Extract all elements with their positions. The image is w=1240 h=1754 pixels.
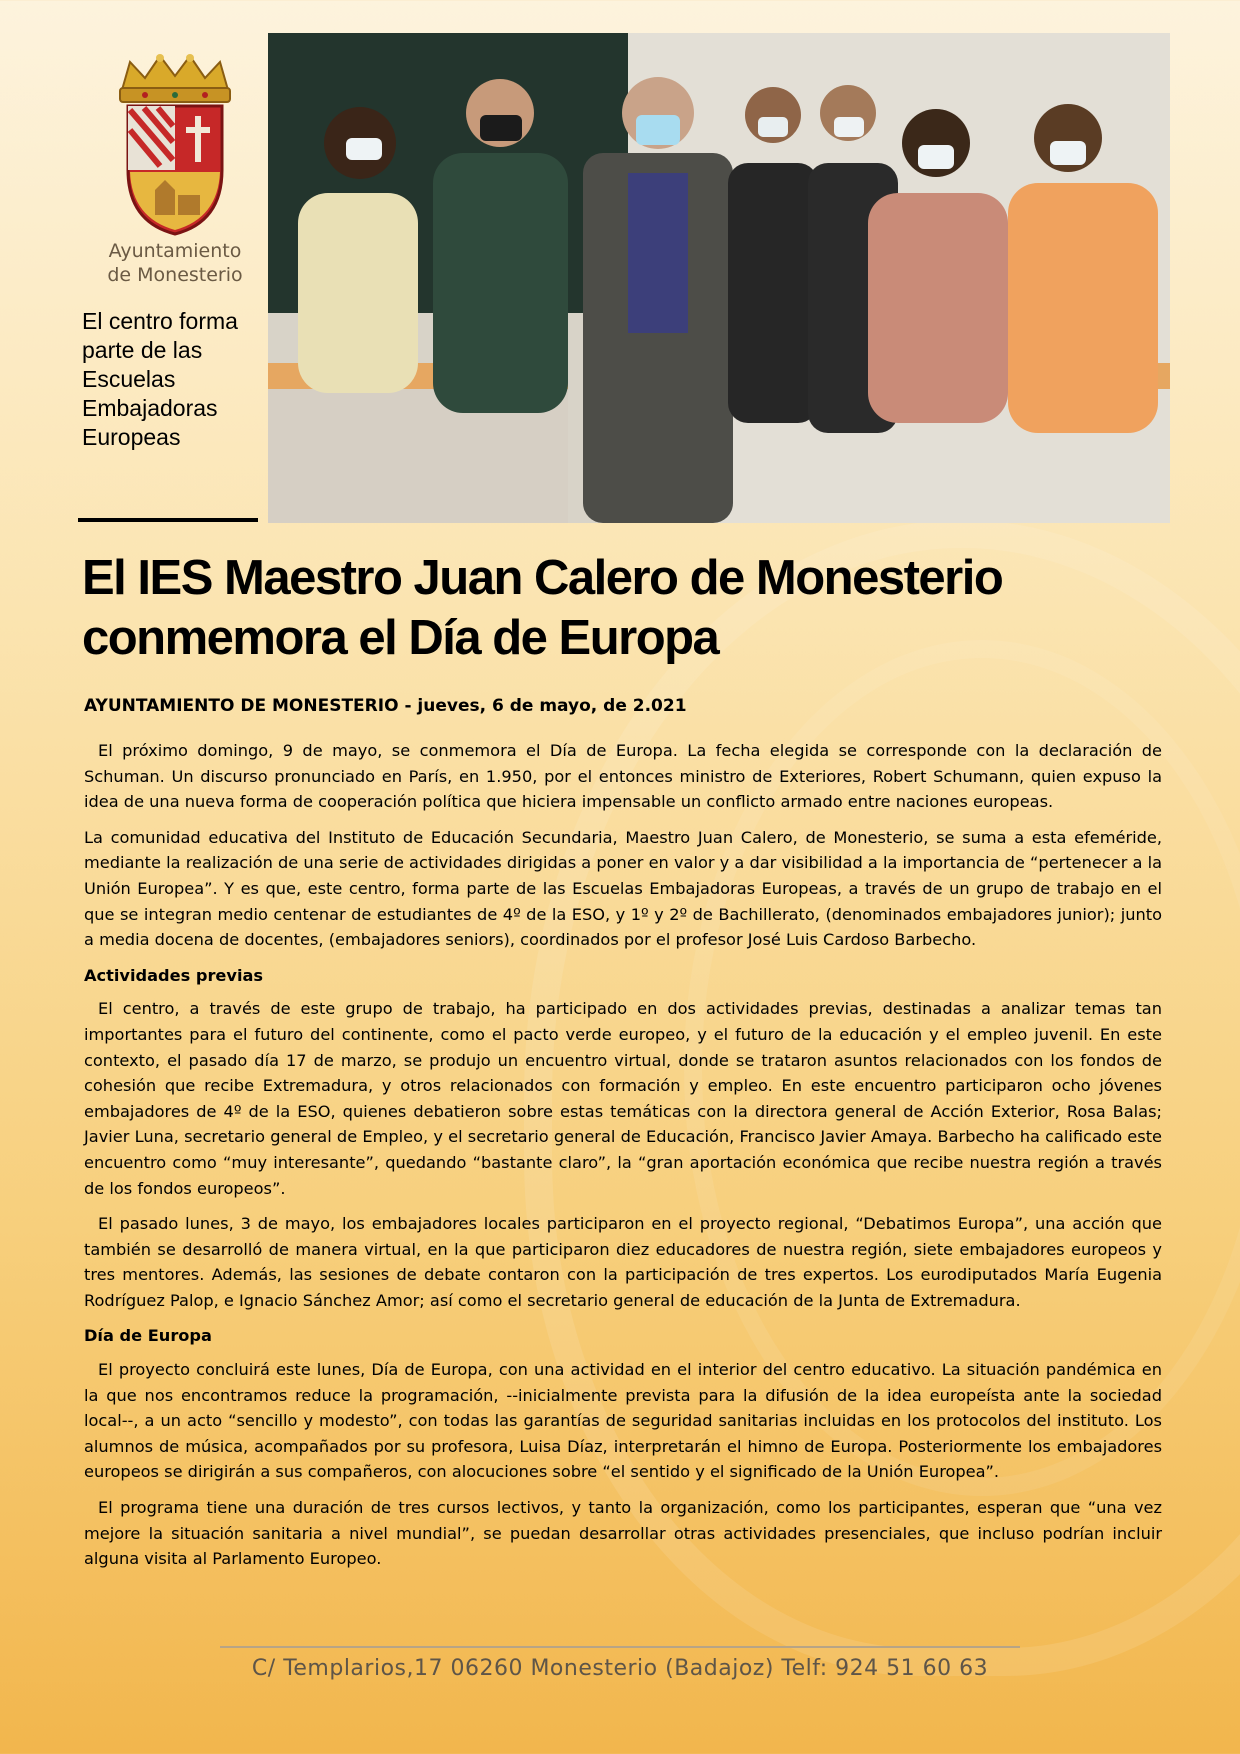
footer-divider (220, 1646, 1020, 1648)
paragraph-5: El proyecto concluirá este lunes, Día de Europa, con una actividad en el interior del centro educativo. La situación pandémica en la que nos encontramos reduce la programación, --inicialmente prevista para la difusión de la idea europeísta ante la sociedad local--, a un acto “sencillo y modesto”, con todas las garantías de seguridad sanitarias incluidas en los protocolos del instituto. Los alumnos de música, acompañados por su profesora, Luisa Díaz, interpretarán el himno de Europa. Posteriormente los embajadores europeos se dirigirán a sus compañeros, con alocuciones sobre “el sentido y el significado de la Unión Europea”. (84, 1360, 1162, 1482)
paragraph-3: El centro, a través de este grupo de trabajo, ha participado en dos actividades previas, destinadas a analizar temas tan importantes para el futuro del continente, como el pacto verde europeo, y el futuro de la educación y el empleo juvenil. En este contexto, el pasado día 17 de marzo, se produjo un encuentro virtual, donde se trataron asuntos relacionados con los fondos de cohesión que recibe Extremadura, y otros relacionados con formación y empleo. En este encuentro participaron ocho jóvenes embajadores de 4º de la ESO, quienes debatieron sobre estas temáticas con la directora general de Acción Exterior, Rosa Balas; Javier Luna, secretario general de Empleo, y el secretario general de Educación, Francisco Javier Amaya. Barbecho ha calificado este encuentro como “muy interesante”, quedando “bastante claro”, la “gran aportación económica que recibe nuestra región a través de los fondos europeos”. (84, 999, 1162, 1198)
group-photo (268, 33, 1170, 523)
side-note: El centro forma parte de las Escuelas Embajadoras Europeas (82, 308, 238, 450)
side-divider (78, 518, 258, 522)
logo-line-2: de Monesterio (107, 264, 243, 286)
ayuntamiento-logo (100, 50, 250, 285)
section-heading-dia-europa: Día de Europa (84, 1326, 212, 1346)
article-byline: AYUNTAMIENTO DE MONESTERIO - jueves, 6 de mayo, de 2.021 (84, 696, 687, 716)
paragraph-4: El pasado lunes, 3 de mayo, los embajadores locales participaron en el proyecto regional, “Debatimos Europa”, una acción que también se desarrolló de manera virtual, en la que participaron diez educadores de nuestra región, siete embajadores europeos y tres mentores. Además, las sesiones de debate contaron con la participación de tres expertos. Los eurodiputados María Eugenia Rodríguez Palop, e Ignacio Sánchez Amor; así como el secretario general de educación de la Junta de Extremadura. (84, 1214, 1162, 1310)
footer-address: C/ Templarios,17 06260 Monesterio (Badajoz) Telf: 924 51 60 63 (251, 1656, 989, 1681)
coat-of-arms-icon (100, 50, 250, 240)
paragraph-6: El programa tiene una duración de tres cursos lectivos, y tanto la organización, como los participantes, esperan que “una vez mejore la situación sanitaria a nivel mundial”, se puedan desarrollar otras actividades presenciales, que incluso podrían incluir alguna visita al Parlamento Europeo. (84, 1498, 1162, 1569)
article-headline: El IES Maestro Juan Calero de Monesterio conmemora el Día de Europa (82, 551, 1003, 665)
paragraph-1: El próximo domingo, 9 de mayo, se conmemora el Día de Europa. La fecha elegida se corresponde con la declaración de Schuman. Un discurso pronunciado en París, en 1.950, por el entonces ministro de Exteriores, Robert Schumann, quien expuso la idea de una nueva forma de cooperación política que hiciera impensable un conflicto armado entre naciones europeas. (84, 741, 1162, 812)
logo-line-1: Ayuntamiento (108, 240, 242, 262)
article-body (84, 738, 1162, 1582)
paragraph-2: La comunidad educativa del Instituto de Educación Secundaria, Maestro Juan Calero, de Monesterio, se suma a esta efeméride, mediante la realización de una serie de actividades dirigidas a poner en valor y a dar visibilidad a la importancia de “pertenecer a la Unión Europea”. Y es que, este centro, forma parte de las Escuelas Embajadoras Europeas, a través de un grupo de trabajo en el que se integran medio centenar de estudiantes de 4º de la ESO, y 1º y 2º de Bachillerato, (denominados embajadores junior); junto a media docena de docentes, (embajadores seniors), coordinados por el profesor José Luis Cardoso Barbecho. (84, 827, 1162, 950)
section-heading-actividades: Actividades previas (84, 965, 264, 985)
